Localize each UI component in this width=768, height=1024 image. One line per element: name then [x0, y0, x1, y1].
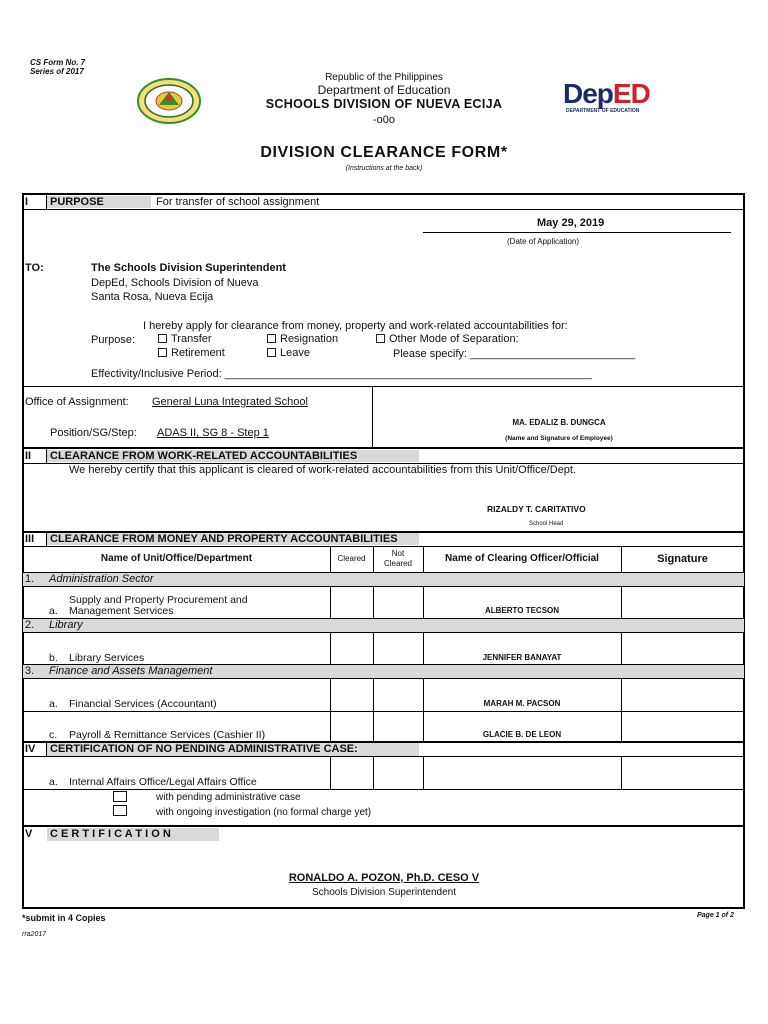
logo-ed-text: ED [612, 78, 650, 109]
effectivity-period[interactable]: Effectivity/Inclusive Period: ____________________________________________________________ [91, 368, 592, 380]
option-transfer[interactable] [158, 333, 212, 345]
section5-num: V [25, 828, 33, 840]
footer-code: rra2017 [22, 931, 47, 938]
col-signature-header: Signature [657, 553, 708, 565]
option-transfer-label: Transfer [171, 333, 212, 345]
purpose-value: For transfer of school assignment [156, 196, 320, 208]
checkbox-icon [267, 334, 276, 343]
col-unit-header: Name of Unit/Office/Department [100, 553, 253, 564]
form-code-line1: CS Form No. 7 [30, 58, 86, 67]
checkbox-icon [267, 348, 276, 357]
option-resignation[interactable] [267, 333, 338, 345]
group-band [23, 619, 744, 632]
form-title: DIVISION CLEARANCE FORM* [260, 144, 508, 161]
option-other-label: Other Mode of Separation: [389, 333, 519, 345]
row-unit-line2: Library Services [69, 652, 145, 664]
address-line1: DepEd, Schools Division of Nueva [91, 277, 259, 289]
date-caption: (Date of Application) [507, 237, 580, 246]
row-letter: a. [49, 698, 58, 710]
option-resignation-label: Resignation [280, 333, 339, 345]
logo-dep-text: Dep [563, 78, 613, 109]
col-cleared-header: Cleared [337, 554, 366, 563]
office-value: General Luna Integrated School [152, 396, 308, 408]
col-not-header-1: Not [391, 549, 405, 558]
superintendent-title: Schools Division Superintendent [312, 887, 456, 898]
to-label: TO: [25, 262, 44, 274]
ongoing-investigation-checkbox[interactable] [113, 805, 127, 816]
group-name: Finance and Assets Management [49, 665, 213, 677]
option-leave-label: Leave [280, 347, 310, 359]
group-name: Administration Sector [49, 573, 154, 585]
group-name: Library [49, 619, 83, 631]
office-label: Office of Assignment: [25, 396, 129, 408]
group-num: 3. [25, 665, 35, 677]
school-head-name: RIZALDY T. CARITATIVO [487, 504, 586, 514]
row-letter: c. [49, 729, 58, 741]
section1-label: PURPOSE [50, 196, 104, 208]
option-retirement-label: Retirement [171, 347, 225, 359]
employee-caption: (Name and Signature of Employee) [505, 435, 613, 442]
address-line2: Santa Rosa, Nueva Ecija [91, 291, 214, 303]
row-letter: b. [49, 652, 58, 664]
logo-subtext: DEPARTMENT OF EDUCATION [566, 108, 640, 114]
section5-label: C E R T I F I C A T I O N [50, 828, 171, 840]
form-code-line2: Series of 2017 [30, 67, 84, 76]
addressee: The Schools Division Superintendent [91, 262, 286, 274]
section2-label: CLEARANCE FROM WORK-RELATED ACCOUNTABILITIES [50, 450, 358, 462]
internal-affairs-item: Internal Affairs Office/Legal Affairs Office [69, 776, 257, 788]
form-subtitle: (Instructions at the back) [345, 165, 423, 172]
row-letter: a. [49, 605, 58, 617]
col-officer-header: Name of Clearing Officer/Official [445, 553, 599, 564]
section4-label: CERTIFICATION OF NO PENDING ADMINISTRATIVE CASE: [50, 743, 358, 755]
row-unit-line2: Payroll & Remittance Services (Cashier II) [69, 729, 266, 741]
superintendent-name: RONALDO A. POZON, Ph.D. CESO V [288, 872, 480, 884]
row-officer: MARAH M. PACSON [483, 699, 561, 708]
section1-num: I [25, 196, 29, 208]
group-num: 1. [25, 573, 35, 585]
section4-num: IV [25, 743, 36, 755]
ongoing-investigation-label: with ongoing investigation (no formal charge yet) [156, 807, 372, 818]
row-unit-line2: Financial Services (Accountant) [69, 698, 217, 710]
purpose-label: Purpose: [91, 334, 136, 346]
section3-num: III [25, 533, 35, 545]
header-department: Department of Education [317, 83, 451, 97]
header-separator: -o0o [372, 114, 396, 126]
option-other[interactable] [376, 333, 519, 345]
row-officer: ALBERTO TECSON [484, 606, 560, 615]
row-officer: GLACIE B. DE LEON [482, 730, 562, 739]
footer-copies-note: *submit in 4 Copies [22, 913, 106, 923]
pending-case-label: with pending administrative case [156, 792, 301, 803]
row-unit-line2: Management Services [69, 605, 174, 617]
col-not-header-2: Cleared [383, 559, 412, 568]
row-officer: JENNIFER BANAYAT [482, 653, 562, 662]
section3-label: CLEARANCE FROM MONEY AND PROPERTY ACCOUNTABILITIES [50, 533, 398, 545]
option-leave[interactable] [267, 347, 310, 359]
internal-affairs-letter: a. [49, 776, 58, 788]
please-specify[interactable]: Please specify: ___________________________ [393, 348, 636, 360]
employee-name: MA. EDALIZ B. DUNGCA [512, 418, 606, 427]
pending-case-checkbox[interactable] [113, 791, 127, 802]
header-republic: Republic of the Philippines [325, 72, 443, 83]
option-retirement[interactable] [158, 347, 225, 359]
position-label: Position/SG/Step: [50, 427, 137, 439]
deped-wordmark-logo [563, 80, 650, 108]
section2-certify-text: We hereby certify that this applicant is cleared of work-related accountabilities from this Unit/Office/Dept. [69, 464, 577, 476]
section2-num: II [25, 450, 32, 462]
footer-page-number: Page 1 of 2 [697, 912, 734, 919]
school-head-title: School Head [529, 521, 564, 527]
checkbox-icon [158, 334, 167, 343]
application-date: May 29, 2019 [537, 217, 605, 229]
checkbox-icon [376, 334, 385, 343]
header-division: SCHOOLS DIVISION OF NUEVA ECIJA [265, 97, 503, 111]
apply-text: I hereby apply for clearance from money, property and work-related accountabilities for: [143, 320, 568, 332]
group-num: 2. [25, 619, 35, 631]
position-value: ADAS II, SG 8 - Step 1 [157, 427, 269, 439]
checkbox-icon [158, 348, 167, 357]
row-unit-line1: Supply and Property Procurement and [69, 594, 248, 606]
